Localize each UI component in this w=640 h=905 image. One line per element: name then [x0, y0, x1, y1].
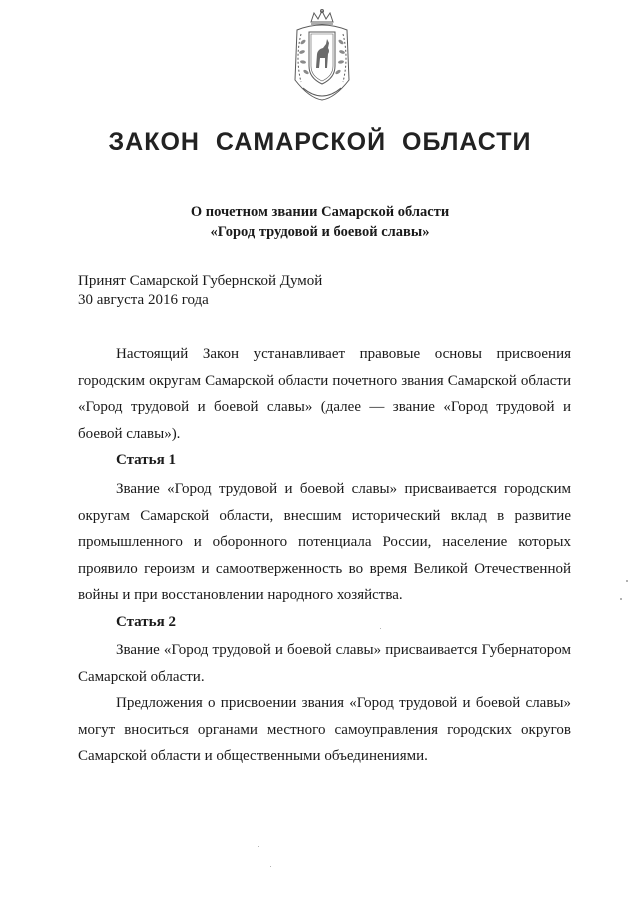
law-subtitle-line-1: О почетном звании Самарской области [190, 204, 450, 220]
article-2-heading: Статья 2 [116, 614, 176, 630]
scan-speck [380, 628, 381, 629]
article-1-paragraph: Звание «Город трудовой и боевой славы» присваивается городским округам Самарской области, внесшим исторический вклад в развитие промышленного и оборонного потенциала России, население которых проявило героизм и самоотверженность во время Великой Отечественной войны и при восстановлении народного хозяйства. [78, 481, 571, 603]
law-subtitle [0, 202, 640, 242]
adoption-block [78, 272, 322, 310]
scan-speck [258, 846, 259, 847]
scan-speck [270, 866, 271, 867]
law-title: ЗАКОН САМАРСКОЙ ОБЛАСТИ [108, 128, 532, 156]
preamble-paragraph: Настоящий Закон устанавливает правовые основы присвоения городским округам Самарской области почетного звания Самарской области «Город трудовой и боевой славы» (далее — звание «Город трудовой и боевой славы»). [78, 346, 571, 442]
scan-speck [626, 580, 628, 582]
adopted-by: Принят Самарской Губернской Думой [78, 273, 323, 289]
article-1-heading: Статья 1 [116, 452, 176, 468]
scan-speck [620, 598, 622, 600]
adopted-date: 30 августа 2016 года [78, 292, 209, 308]
article-2-paragraph-1: Звание «Город трудовой и боевой славы» присваивается Губернатором Самарской области. [78, 642, 571, 685]
article-2-paragraph-2: Предложения о присвоении звания «Город трудовой и боевой славы» могут вноситься органами местного самоуправления городских округов Самарской области и общественными объединениями. [78, 695, 571, 764]
samara-coat-of-arms-icon [289, 8, 355, 104]
law-subtitle-line-2: «Город трудовой и боевой славы» [210, 224, 430, 240]
